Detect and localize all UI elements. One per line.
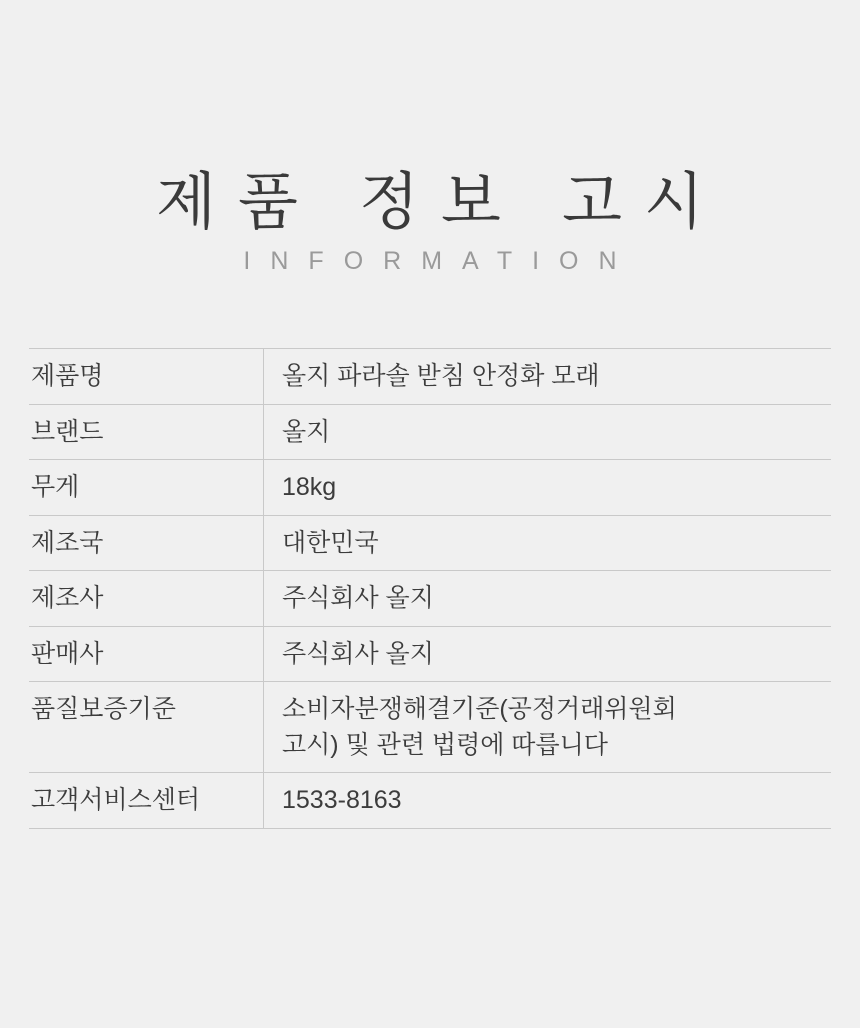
row-label: 품질보증기준 [31,695,176,724]
page-header [0,0,860,276]
row-label: 브랜드 [31,417,104,446]
row-value [264,404,832,460]
row-value-line: 18kg [282,473,337,502]
row-value [264,349,832,405]
table-row [29,773,831,829]
row-value-line: 올지 [282,417,331,446]
table-row [29,515,831,571]
row-label: 제조국 [31,528,104,557]
row-label: 제조사 [31,584,104,613]
row-value-line: 소비자분쟁해결기준(공정거래위원회 [282,695,677,724]
row-value-line: 고시) 및 관련 법령에 따릅니다 [282,730,608,759]
row-value [264,571,832,627]
table-row [29,571,831,627]
product-info-table [29,348,831,829]
row-value [264,515,832,571]
table-row [29,349,831,405]
row-value-line: 주식회사 올지 [282,639,434,668]
row-value [264,626,832,682]
row-value-line: 주식회사 올지 [282,584,434,613]
row-label: 판매사 [31,639,104,668]
table-row [29,626,831,682]
table-row [29,404,831,460]
row-label: 무게 [31,473,80,502]
row-value [264,460,832,516]
row-value [264,682,832,773]
page-title: 제품 정보 고시 [156,168,726,237]
table-row [29,682,831,773]
row-value-line: 1533-8163 [282,786,402,815]
row-label: 제품명 [31,362,104,391]
product-info-table-body [29,349,831,829]
row-value-line: 올지 파라솔 받침 안정화 모래 [282,362,600,391]
page-subtitle: INFORMATION [243,247,637,276]
row-value-line: 대한민국 [282,528,379,557]
row-label: 고객서비스센터 [31,786,201,815]
row-value [264,773,832,829]
table-row [29,460,831,516]
